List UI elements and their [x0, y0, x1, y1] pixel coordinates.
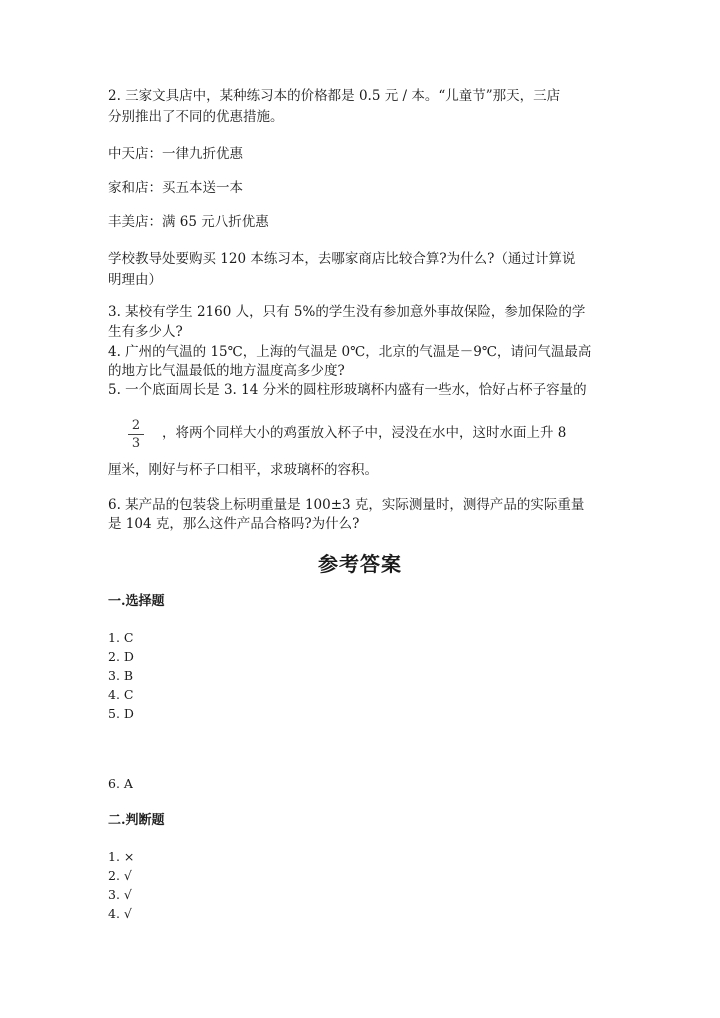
answer-item: 6. A	[108, 776, 133, 791]
q6-text-line-2: 是 104 克，那么这件产品合格吗?为什么?	[108, 516, 360, 532]
q2-text-line-1: 2. 三家文具店中，某种练习本的价格都是 0.5 元 / 本。“儿童节”那天，三店	[108, 88, 561, 104]
answer-item: 4. C	[108, 687, 134, 702]
answer-item: 3. √	[108, 887, 132, 902]
answer-item: 1. C	[108, 630, 134, 645]
q5-text-line-1: 5. 一个底面周长是 3. 14 分米的圆柱形玻璃杯内盛有一些水，恰好占杯子容量的	[108, 382, 587, 398]
answer-item: 5. D	[108, 706, 134, 721]
answer-item: 2. √	[108, 868, 132, 883]
q2-question-line-2: 明理由）	[108, 272, 162, 288]
answer-item: 3. B	[108, 668, 134, 683]
section-heading-multiple-choice: 一.选择题	[108, 594, 165, 609]
answer-item: 1. ×	[108, 849, 135, 864]
q2-text-line-2: 分别推出了不同的优惠措施。	[108, 109, 284, 125]
q5-text-line-2: ，将两个同样大小的鸡蛋放入杯子中，浸没在水中，这时水面上升 8	[162, 425, 567, 441]
answer-item: 4. √	[108, 906, 132, 921]
q2-store-zhongtian: 中天店：一律九折优惠	[108, 146, 243, 162]
q2-question-line-1: 学校教导处要购买 120 本练习本，去哪家商店比较合算?为什么?（通过计算说	[108, 251, 576, 267]
q5-fraction	[128, 418, 144, 451]
section-heading-true-false: 二.判断题	[108, 813, 165, 828]
fraction-denominator: 3	[131, 436, 141, 451]
q6-text-line-1: 6. 某产品的包装袋上标明重量是 100±3 克，实际测量时，测得产品的实际重量	[108, 497, 585, 513]
answers-title: 参考答案	[318, 552, 402, 576]
q5-text-line-3: 厘米，刚好与杯子口相平，求玻璃杯的容积。	[108, 462, 378, 478]
q3-text-line-1: 3. 某校有学生 2160 人，只有 5%的学生没有参加意外事故保险，参加保险的学	[108, 304, 586, 320]
fraction-bar	[128, 434, 144, 435]
answer-item: 2. D	[108, 649, 134, 664]
q4-text-line-1: 4. 广州的气温的 15℃，上海的气温是 0℃，北京的气温是－9℃，请问气温最高	[108, 344, 592, 360]
q2-store-fengmei: 丰美店：满 65 元八折优惠	[108, 214, 269, 230]
q4-text-line-2: 的地方比气温最低的地方温度高多少度?	[108, 363, 345, 379]
fraction-numerator: 2	[131, 418, 141, 433]
q2-store-jiahe: 家和店：买五本送一本	[108, 180, 243, 196]
q3-text-line-2: 生有多少人?	[108, 324, 183, 340]
